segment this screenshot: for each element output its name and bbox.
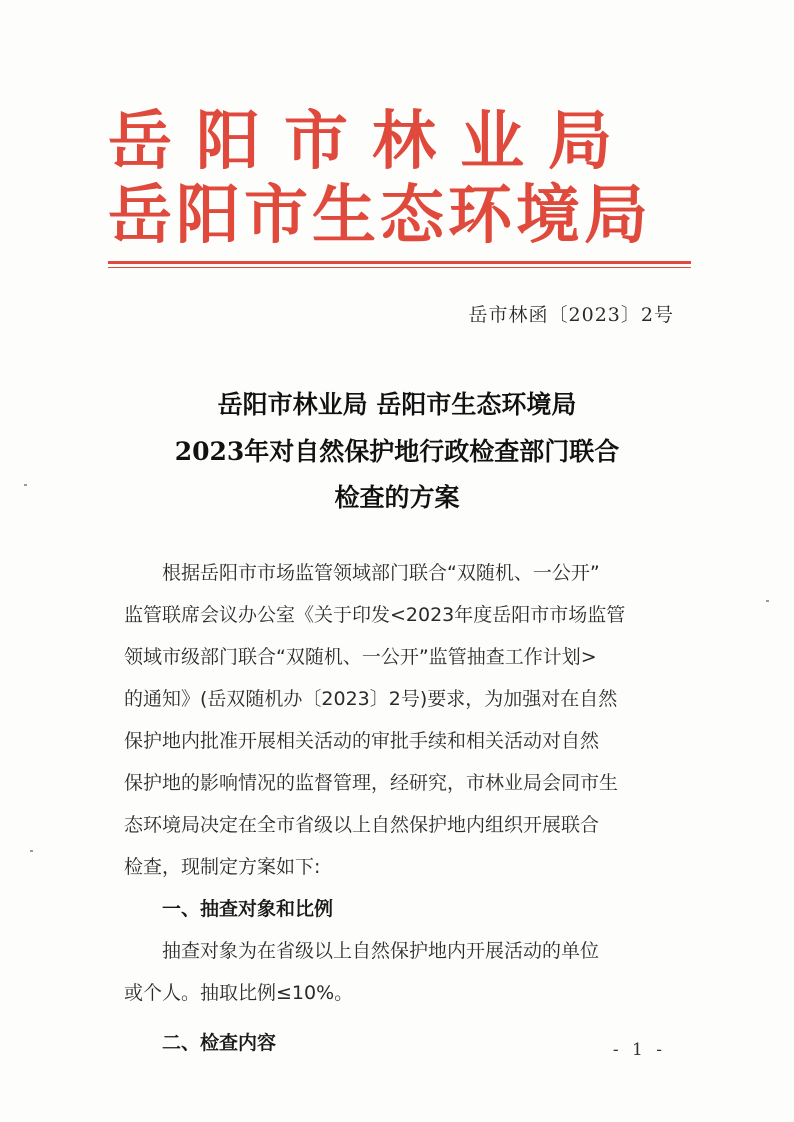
document-title-line-1: 岳阳市林业局 岳阳市生态环境局: [217, 390, 577, 419]
scan-artifact: [766, 600, 769, 602]
body-line: 监管联席会议办公室《关于印发<2023年度岳阳市市场监管: [124, 604, 626, 626]
document-title-line-3: 检查的方案: [334, 483, 460, 512]
body-line: 检查，现制定方案如下:: [124, 856, 321, 878]
body-line: 抽查对象为在省级以上自然保护地内开展活动的单位: [162, 940, 600, 962]
body-line: 领域市级部门联合“双随机、一公开”监管抽查工作计划>: [124, 646, 597, 668]
letterhead-red-rule-thin: [108, 267, 691, 268]
letterhead-org-1: 岳阳市林业局: [108, 104, 636, 179]
document-number: 岳市林函〔2023〕2号: [468, 304, 674, 326]
document-title-line-2: 2023年对自然保护地行政检查部门联合: [174, 437, 620, 466]
body-line: 根据岳阳市市场监管领域部门联合“双随机、一公开”: [162, 562, 600, 584]
body-line: 态环境局决定在全市省级以上自然保护地内组织开展联合: [124, 814, 600, 836]
body-line: 或个人。抽取比例≤10%。: [124, 982, 354, 1004]
scan-artifact: [24, 484, 27, 486]
body-line: 的通知》(岳双随机办〔2023〕2号)要求，为加强对在自然: [124, 688, 618, 710]
scan-artifact: [30, 850, 33, 852]
body-line: 保护地的影响情况的监督管理，经研究，市林业局会同市生: [124, 772, 619, 794]
section-heading-1: 一、抽查对象和比例: [162, 898, 334, 920]
body-paragraph-1: [124, 552, 684, 1064]
letterhead-org-2: 岳阳市生态环境局: [108, 178, 652, 253]
section-heading-2: 二、检查内容: [162, 1032, 277, 1054]
body-line: 保护地内批准开展相关活动的审批手续和相关活动对自然: [124, 730, 600, 752]
letterhead-red-rule: [108, 261, 691, 264]
page-number: - 1 -: [612, 1040, 666, 1060]
